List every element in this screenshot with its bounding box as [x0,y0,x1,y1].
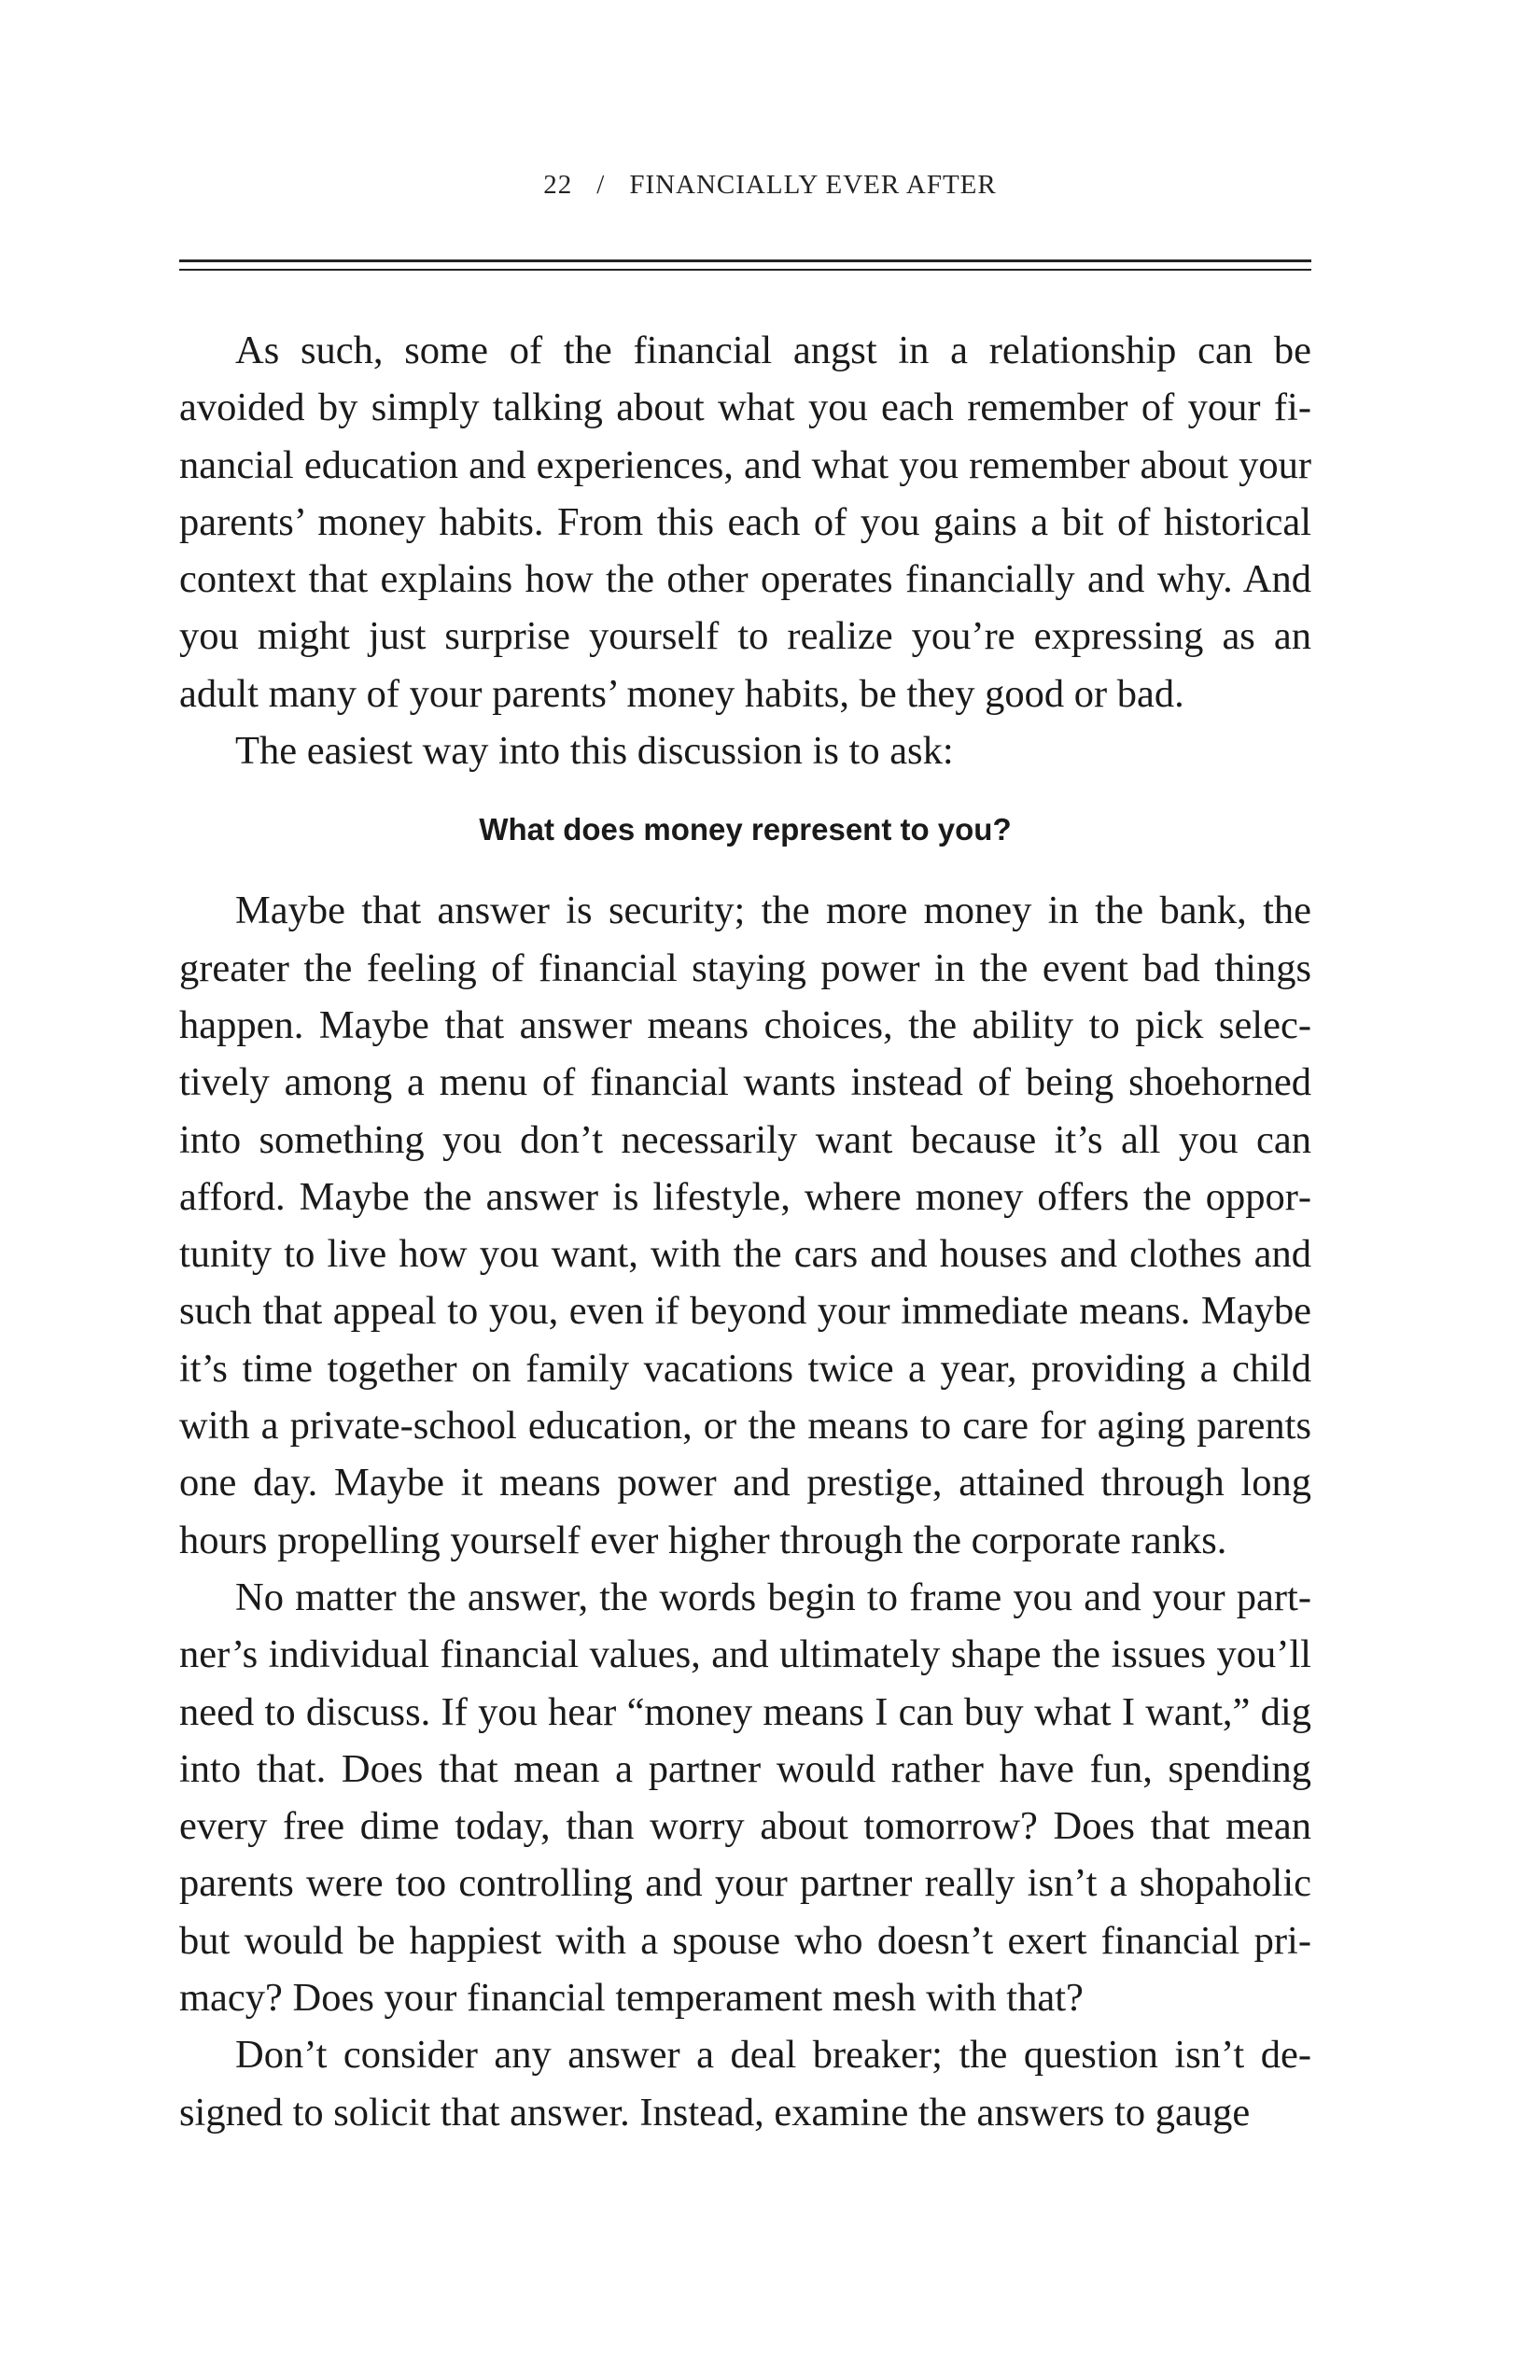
book-title: FINANCIALLY EVER AFTER [629,170,997,200]
paragraph: No matter the answer, the words begin to frame you and your partner’s individual financial values, and ultimately shape the issues you’ll need to discuss. If you hear “money means I can buy what I want,” dig into that. Does that mean a partner would rather have fun, spending every free dime today, than worry about tomorrow? Does that mean parents were too controlling and your partner really isn’t a shopaholic but would be happiest with a spouse who doesn’t exert financial primacy? Does your financial temperament mesh with that? [179,1575,1311,2021]
running-head [0,170,1540,201]
paragraph: Maybe that answer is security; the more money in the bank, the greater the feeling of financial staying power in the event bad things happen. Maybe that answer means choices, the ability to pick selectively among a menu of financial wants instead of being shoehorned into something you don’t necessarily want because it’s all you can afford. Maybe the answer is lifestyle, where money offers the opportunity to live how you want, with the cars and houses and clothes and such that appeal to you, even if beyond your immediate means. Maybe it’s time together on family vacations twice a year, providing a child with a private-school education, or the means to care for aging parents one day. Maybe it means power and prestige, attained through long hours propelling yourself ever higher through the corporate ranks. [179,889,1311,1562]
page-number: 22 [543,170,573,200]
page-body [179,322,1311,2141]
paragraph: The easiest way into this discussion is to ask: [235,729,954,774]
running-head-separator: / [596,170,606,200]
section-subheading: What does money represent to you? [479,812,1012,847]
header-rule-top [179,259,1311,262]
header-rule-bottom [179,269,1311,271]
paragraph: As such, some of the financial angst in a relationship can be avoided by simply talking about what you each remember of your financial education and experiences, and what you remember about your parents’ money habits. From this each of you gains a bit of historical context that explains how the other operates financially and why. And you might just surprise yourself to realize you’re expressing as an adult many of your parents’ money habits, be they good or bad. [179,329,1311,716]
paragraph: Don’t consider any answer a deal breaker; the question isn’t designed to solicit that answer. Instead, examine the answers to gauge [179,2033,1311,2135]
